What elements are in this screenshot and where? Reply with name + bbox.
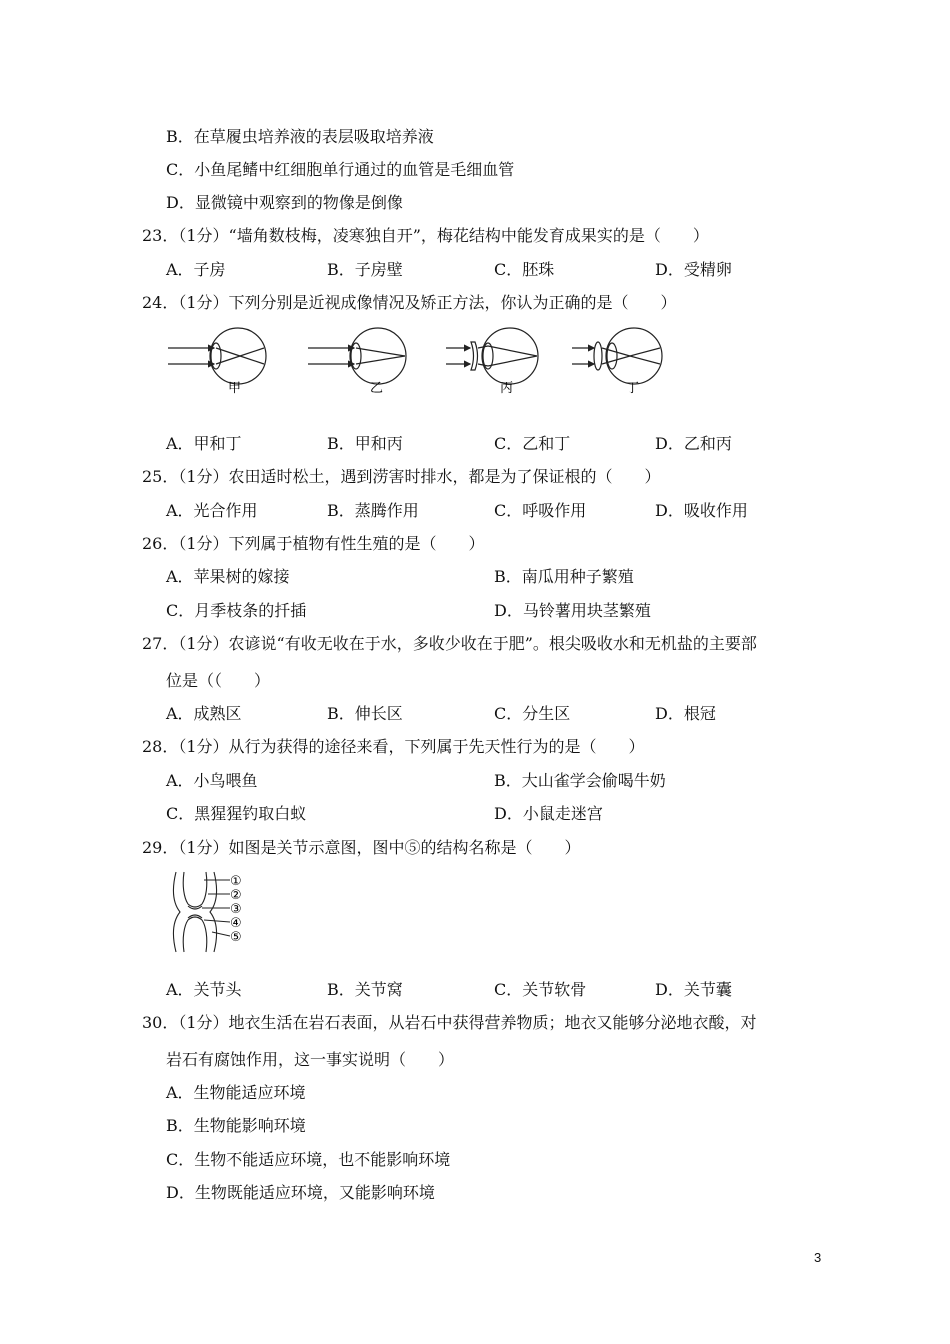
joint-label-3: ③ <box>230 902 242 917</box>
figure-label-yi: 乙 <box>370 381 384 396</box>
q30-option-b: B．生物能影响环境 <box>166 1116 306 1135</box>
q27-option-a: A．成熟区 <box>166 704 242 723</box>
q24-option-a: A．甲和丁 <box>166 434 242 453</box>
q23-stem: 23．（1分）“墙角数枝梅，凌寒独自开”，梅花结构中能发育成果实的是（ ） <box>142 226 709 245</box>
q23-option-c: C．胚珠 <box>494 260 555 279</box>
q25-option-d: D．吸收作用 <box>655 501 748 520</box>
joint-label-1: ① <box>230 874 242 889</box>
q29-option-c: C．关节软骨 <box>494 980 587 999</box>
q26-option-c: C．月季枝条的扦插 <box>166 601 307 620</box>
q24-option-c: C．乙和丁 <box>494 434 571 453</box>
joint-label-2: ② <box>230 888 242 903</box>
q28-option-a: A．小鸟喂鱼 <box>166 771 258 790</box>
q26-option-a: A．苹果树的嫁接 <box>166 567 290 586</box>
q23-option-a: A．子房 <box>166 260 226 279</box>
q25-option-a: A．光合作用 <box>166 501 258 520</box>
q27-option-d: D．根冠 <box>655 704 716 723</box>
q28-option-d: D．小鼠走迷宫 <box>494 804 603 823</box>
q29-option-b: B．关节窝 <box>327 980 403 999</box>
eye-ding-icon <box>572 328 662 384</box>
joint-diagram-figure <box>166 868 250 956</box>
q29-stem: 29．（1分）如图是关节示意图，图中⑤的结构名称是（ ） <box>142 838 581 857</box>
eye-bing-icon <box>446 328 538 384</box>
eye-diagram-figure <box>160 326 680 400</box>
q24-option-d: D．乙和丙 <box>655 434 732 453</box>
q30-stem-line2: 岩石有腐蚀作用，这一事实说明（ ） <box>166 1050 455 1069</box>
figure-label-ding: 丁 <box>626 381 640 396</box>
joint-label-4: ④ <box>230 916 242 931</box>
page-number: 3 <box>814 1250 822 1265</box>
q26-stem: 26．（1分）下列属于植物有性生殖的是（ ） <box>142 534 485 553</box>
q29-option-d: D．关节囊 <box>655 980 732 999</box>
q26-option-b: B．南瓜用种子繁殖 <box>494 567 634 586</box>
q27-option-c: C．分生区 <box>494 704 571 723</box>
q25-stem: 25．（1分）农田适时松土，遇到涝害时排水，都是为了保证根的（ ） <box>142 467 661 486</box>
q24-option-b: B．甲和丙 <box>327 434 403 453</box>
q25-option-c: C．呼吸作用 <box>494 501 587 520</box>
q30-option-d: D．生物既能适应环境，又能影响环境 <box>166 1183 435 1202</box>
q27-option-b: B．伸长区 <box>327 704 403 723</box>
q22-option-b: B．在草履虫培养液的表层吸取培养液 <box>166 127 434 146</box>
q25-option-b: B．蒸腾作用 <box>327 501 419 520</box>
q26-option-d: D．马铃薯用块茎繁殖 <box>494 601 651 620</box>
q28-option-c: C．黑猩猩钓取白蚁 <box>166 804 307 823</box>
q30-option-a: A．生物能适应环境 <box>166 1083 306 1102</box>
q22-option-c: C．小鱼尾鳍中红细胞单行通过的血管是毛细血管 <box>166 160 515 179</box>
q30-stem-line1: 30．（1分）地衣生活在岩石表面，从岩石中获得营养物质；地衣又能够分泌地衣酸，对 <box>142 1013 757 1032</box>
q27-stem-line2: 位是（（ ） <box>166 671 271 690</box>
q23-option-b: B．子房壁 <box>327 260 403 279</box>
q23-option-d: D．受精卵 <box>655 260 732 279</box>
q30-option-c: C．生物不能适应环境，也不能影响环境 <box>166 1150 451 1169</box>
q22-option-d: D．显微镜中观察到的物像是倒像 <box>166 193 403 212</box>
joint-label-5: ⑤ <box>230 930 242 945</box>
figure-label-bing: 丙 <box>500 381 514 396</box>
eye-yi-icon <box>308 328 406 384</box>
q27-stem-line1: 27．（1分）农谚说“有收无收在于水，多收少收在于肥”。根尖吸收水和无机盐的主要部 <box>142 634 757 653</box>
eye-jia-icon <box>168 328 266 384</box>
q28-stem: 28．（1分）从行为获得的途径来看，下列属于先天性行为的是（ ） <box>142 737 645 756</box>
q28-option-b: B．大山雀学会偷喝牛奶 <box>494 771 666 790</box>
figure-label-jia: 甲 <box>228 381 242 396</box>
q24-stem: 24．（1分）下列分别是近视成像情况及矫正方法，你认为正确的是（ ） <box>142 293 677 312</box>
q29-option-a: A．关节头 <box>166 980 242 999</box>
